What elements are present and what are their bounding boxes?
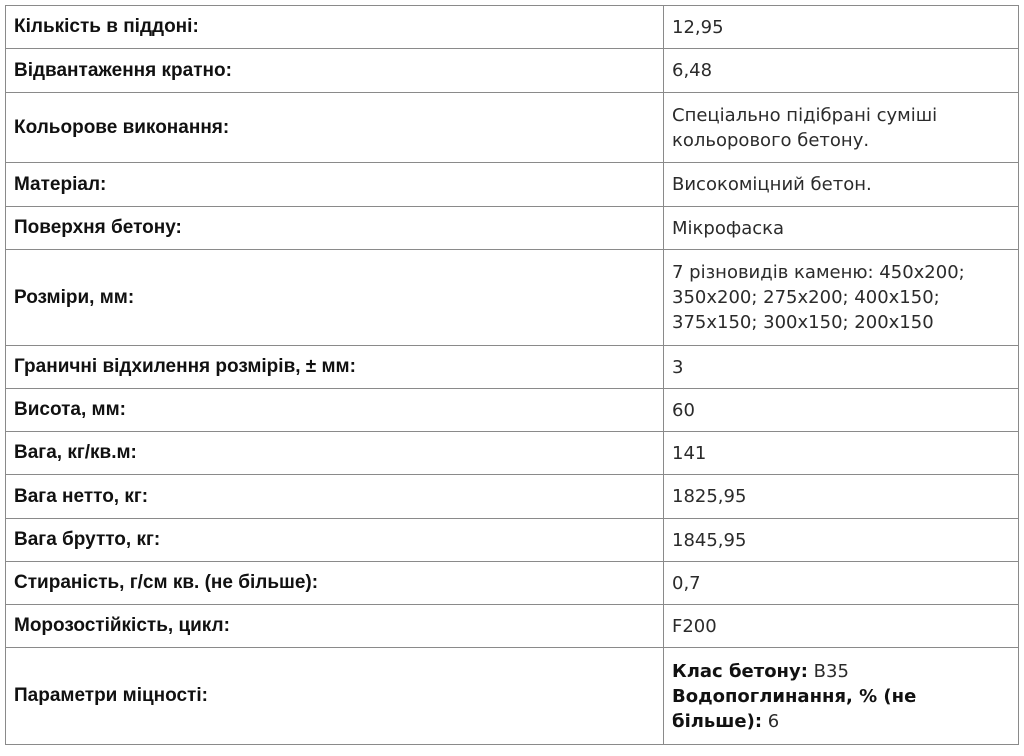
concrete-class-value: B35 [807, 660, 849, 682]
table-row [6, 49, 1019, 93]
row-value: 3 [664, 346, 1019, 389]
row-label: Морозостійкість, цикл: [6, 605, 664, 648]
water-absorption-value: 6 [762, 710, 780, 732]
table-row [6, 648, 1019, 745]
table-row [6, 346, 1019, 389]
table-row [6, 389, 1019, 432]
row-label: Відвантаження кратно: [6, 49, 664, 93]
table-row [6, 6, 1019, 49]
table-row [6, 250, 1019, 346]
row-label: Матеріал: [6, 163, 664, 207]
specs-table [5, 5, 1019, 745]
water-absorption-label: Водопоглинання, % (не більше): [672, 685, 917, 732]
table-row [6, 605, 1019, 648]
row-value: 60 [664, 389, 1019, 432]
concrete-class-label: Клас бетону: [672, 660, 808, 682]
row-value: 6,48 [664, 49, 1019, 93]
row-value: Спеціально підібрані суміші кольорового бетону. [664, 93, 1019, 163]
row-label: Вага, кг/кв.м: [6, 432, 664, 475]
row-label: Кольорове виконання: [6, 93, 664, 163]
row-label: Вага брутто, кг: [6, 519, 664, 562]
table-row [6, 93, 1019, 163]
row-label: Стираність, г/см кв. (не більше): [6, 562, 664, 605]
row-label: Вага нетто, кг: [6, 475, 664, 519]
row-value: 7 різновидів каменю: 450х200; 350х200; 275х200; 400х150; 375х150; 300х150; 200х150 [664, 250, 1019, 346]
row-value: F200 [664, 605, 1019, 648]
table-row [6, 475, 1019, 519]
row-value: 1845,95 [664, 519, 1019, 562]
row-value: Мікрофаска [664, 207, 1019, 250]
table-row [6, 163, 1019, 207]
row-label: Поверхня бетону: [6, 207, 664, 250]
row-label: Висота, мм: [6, 389, 664, 432]
row-label: Параметри міцності: [6, 648, 664, 745]
table-row [6, 207, 1019, 250]
row-label: Кількість в піддоні: [6, 6, 664, 49]
row-value: 1825,95 [664, 475, 1019, 519]
row-label: Граничні відхилення розмірів, ± мм: [6, 346, 664, 389]
row-value: Високоміцний бетон. [664, 163, 1019, 207]
row-value: 141 [664, 432, 1019, 475]
table-row [6, 432, 1019, 475]
table-row [6, 519, 1019, 562]
row-value: 0,7 [664, 562, 1019, 605]
table-row [6, 562, 1019, 605]
strength-value [664, 648, 1019, 745]
row-label: Розміри, мм: [6, 250, 664, 346]
row-value: 12,95 [664, 6, 1019, 49]
